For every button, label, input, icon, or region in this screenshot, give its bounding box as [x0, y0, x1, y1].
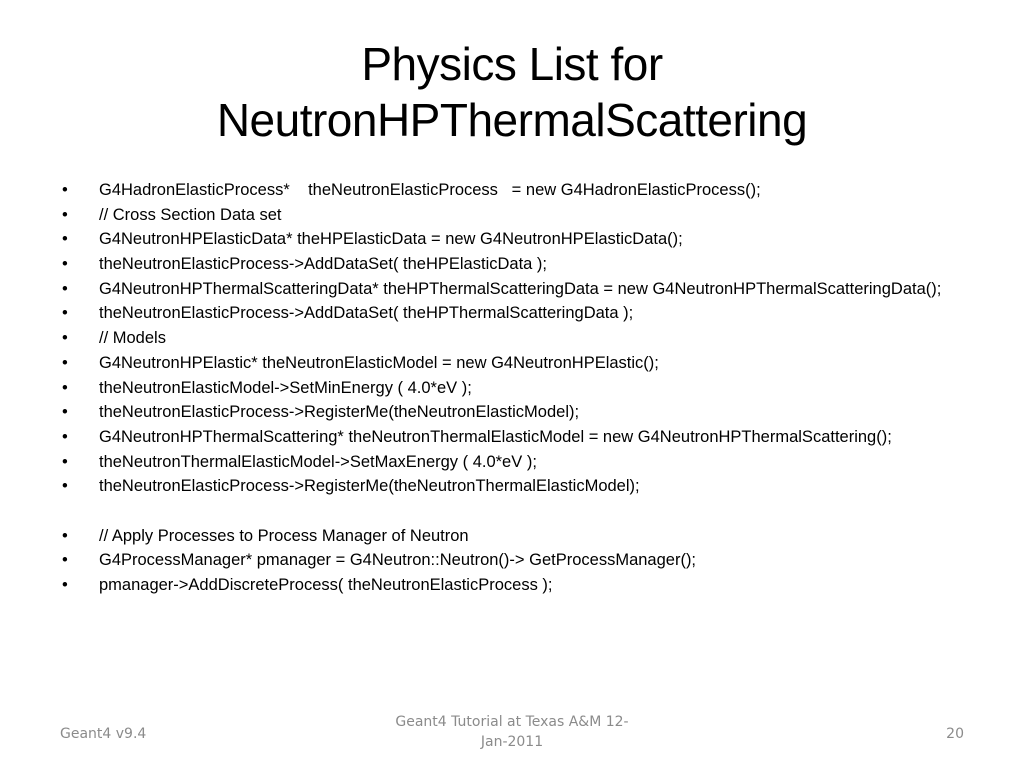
- bullet-text: theNeutronElasticProcess->RegisterMe(theNeutronThermalElasticModel);: [99, 477, 640, 496]
- bullet-icon: •: [62, 576, 68, 594]
- bullet-item: [62, 550, 952, 570]
- bullet-text: G4ProcessManager* pmanager = G4Neutron::Neutron()-> GetProcessManager();: [99, 551, 697, 570]
- bullet-icon: •: [62, 452, 68, 471]
- bullet-icon: •: [62, 477, 68, 496]
- bullet-item: [62, 476, 952, 496]
- bullet-list: [62, 180, 952, 600]
- bullet-icon: •: [62, 230, 68, 249]
- bullet-icon: •: [62, 427, 68, 446]
- bullet-icon: •: [62, 181, 68, 199]
- bullet-text: G4NeutronHPElastic* theNeutronElasticModel = new G4NeutronHPElastic();: [99, 353, 659, 372]
- slide-title-line-1: Physics List for: [361, 38, 663, 90]
- bullet-text: theNeutronElasticProcess->RegisterMe(theNeutronElasticModel);: [99, 403, 580, 422]
- bullet-item: [62, 575, 952, 595]
- bullet-text: G4NeutronHPThermalScatteringData* theHPThermalScatteringData = new G4NeutronHPThermalScatteringData();: [99, 279, 942, 298]
- bullet-item: [62, 205, 952, 225]
- bullet-text: // Cross Section Data set: [99, 205, 282, 224]
- bullet-icon: •: [62, 279, 68, 298]
- bullet-item: [62, 303, 952, 323]
- slide-number: 20: [946, 726, 964, 742]
- bullet-item: [62, 180, 952, 200]
- bullet-item: [62, 229, 952, 249]
- bullet-item: [62, 353, 952, 373]
- bullet-text: theNeutronElasticModel->SetMinEnergy ( 4.0*eV );: [99, 378, 472, 397]
- bullet-text: theNeutronElasticProcess->AddDataSet( theHPElasticData );: [99, 255, 547, 274]
- bullet-item: [62, 526, 952, 546]
- bullet-icon: •: [62, 403, 68, 422]
- bullet-item: [62, 328, 952, 348]
- bullet-text: // Models: [99, 329, 166, 348]
- bullet-icon: •: [62, 255, 68, 274]
- footer-version: Geant4 v9.4: [60, 726, 147, 742]
- bullet-text: pmanager->AddDiscreteProcess( theNeutronElasticProcess );: [99, 576, 553, 594]
- bullet-text: theNeutronThermalElasticModel->SetMaxEnergy ( 4.0*eV );: [99, 452, 537, 471]
- bullet-item: [62, 402, 952, 422]
- bullet-icon: •: [62, 353, 68, 372]
- footer-event: [362, 712, 662, 752]
- bullet-item: [62, 279, 952, 299]
- bullet-text: theNeutronElasticProcess->AddDataSet( theHPThermalScatteringData );: [99, 304, 634, 323]
- bullet-icon: •: [62, 378, 68, 397]
- bullet-item: [62, 427, 952, 447]
- bullet-icon: •: [62, 526, 68, 545]
- bullet-item: [62, 378, 952, 398]
- bullet-item: [62, 452, 952, 472]
- bullet-icon: •: [62, 205, 68, 224]
- bullet-icon: •: [62, 551, 68, 570]
- slide-title: [0, 36, 1024, 148]
- bullet-text: G4NeutronHPThermalScattering* theNeutronThermalElasticModel = new G4NeutronHPThermalScattering();: [99, 427, 892, 446]
- bullet-text: // Apply Processes to Process Manager of Neutron: [99, 526, 469, 545]
- footer-event-line-2: Jan-2011: [480, 734, 544, 750]
- footer-event-line-1: Geant4 Tutorial at Texas A&M 12-: [395, 714, 629, 730]
- bullet-icon: •: [62, 304, 68, 323]
- slide-title-line-2: NeutronHPThermalScattering: [216, 94, 808, 146]
- bullet-text: G4NeutronHPElasticData* theHPElasticData = new G4NeutronHPElasticData();: [99, 230, 683, 249]
- bullet-icon: •: [62, 329, 68, 348]
- bullet-item: [62, 254, 952, 274]
- blank-bullet-row: [62, 501, 952, 521]
- bullet-text: G4HadronElasticProcess* theNeutronElasticProcess = new G4HadronElasticProcess();: [99, 181, 761, 199]
